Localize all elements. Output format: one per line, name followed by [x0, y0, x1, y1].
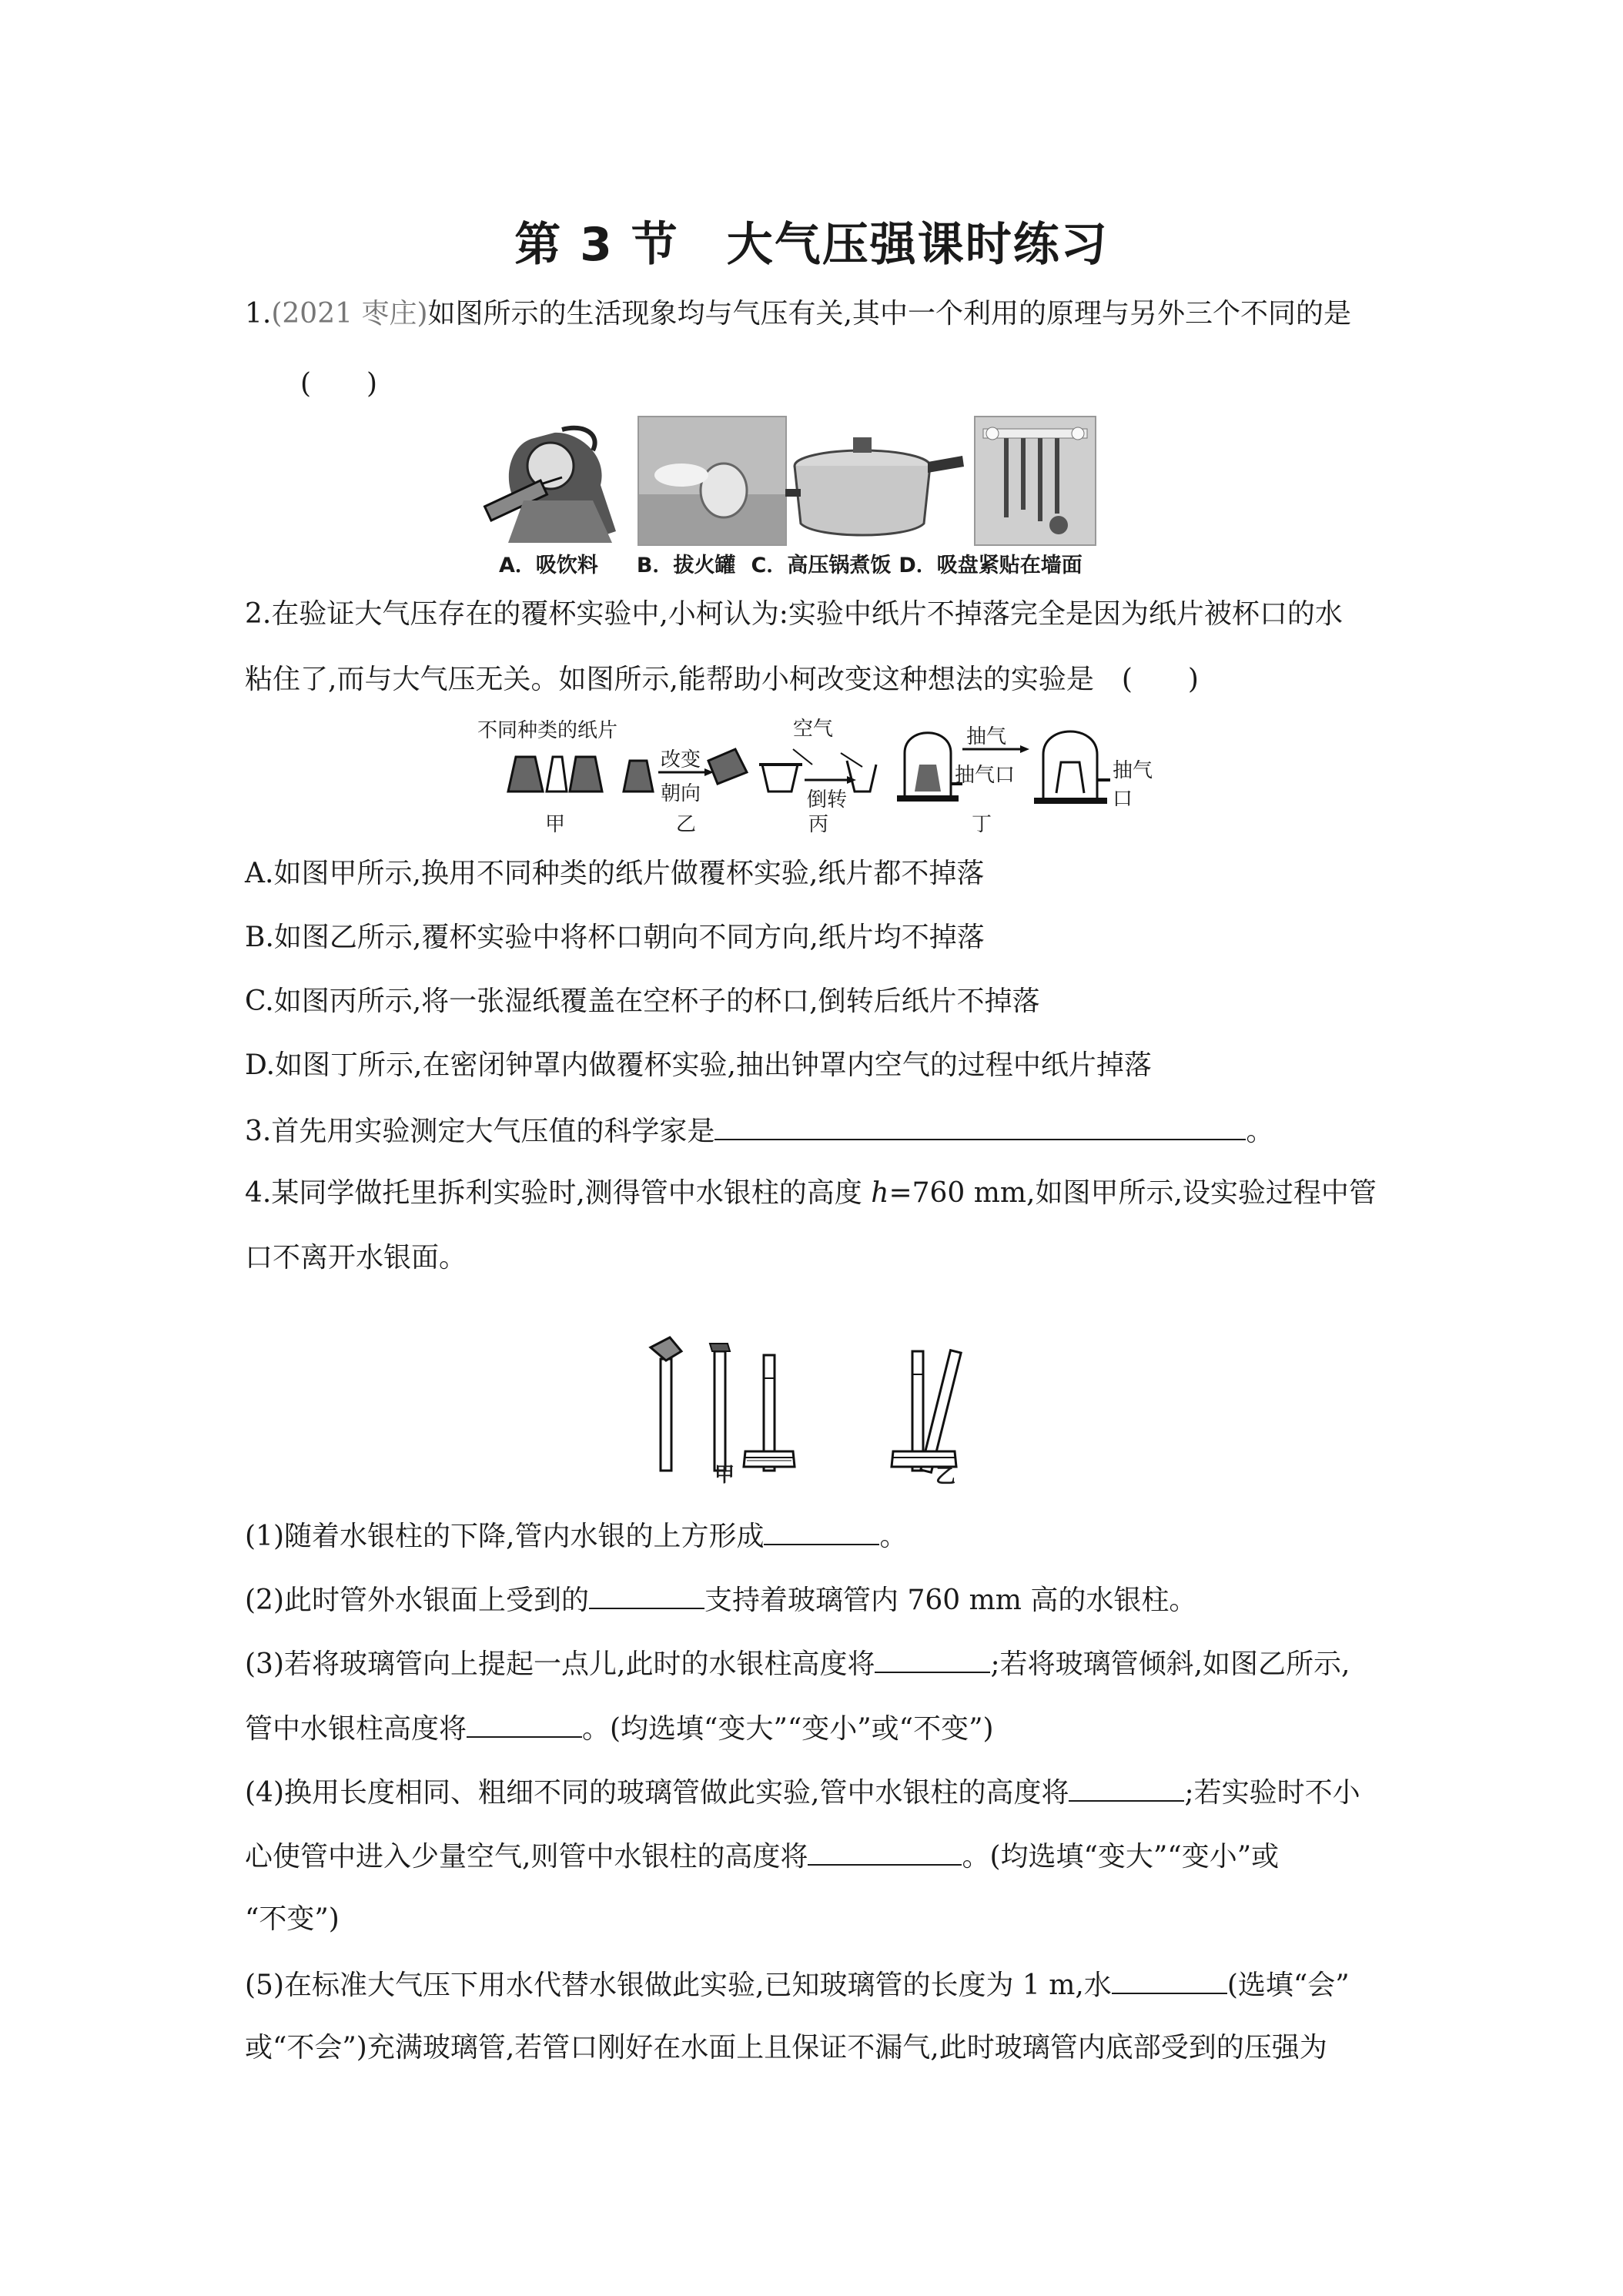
q4-sub3-blank-1[interactable]	[875, 1647, 990, 1673]
q2-option-d: D.如图丁所示,在密闭钟罩内做覆杯实验,抽出钟罩内空气的过程中纸片掉落	[245, 1049, 1152, 1081]
q4-sub5-blank[interactable]	[1112, 1968, 1227, 1994]
pressure-cooker-image	[785, 416, 966, 543]
q1-caption-a: A．吸饮料	[499, 554, 598, 577]
q4-sub5-line2: 或“不会”)充满玻璃管,若管口刚好在水面上且保证不漏气,此时玻璃管内底部受到的压强为	[245, 2032, 1327, 2063]
q4-sub2-blank[interactable]	[589, 1583, 704, 1609]
q4-sub3-line2	[245, 1712, 1392, 1745]
q4-sub4-blank-1[interactable]	[1069, 1776, 1184, 1802]
q4-sub3-text-b: ;若将玻璃管倾斜,如图乙所示,	[990, 1648, 1350, 1680]
q2-option-b: B.如图乙所示,覆杯实验中将杯口朝向不同方向,纸片均不掉落	[245, 922, 985, 953]
q2-figure	[470, 707, 1163, 838]
q4-line1-b: =760 mm,如图甲所示,设实验过程中管	[888, 1177, 1377, 1209]
q2-option-c: C.如图丙所示,将一张湿纸覆盖在空杯子的杯口,倒转后纸片不掉落	[245, 986, 1040, 1017]
q3-blank[interactable]	[714, 1114, 1246, 1140]
q4-line1	[245, 1178, 1392, 1209]
q4-line2: 口不离开水银面。	[245, 1242, 467, 1274]
label-pump: 抽气	[966, 725, 1007, 748]
q4-sub5-text-b: (选填“会”	[1226, 1970, 1350, 2001]
label-jia: 甲	[545, 813, 566, 836]
label-ding: 丁	[972, 813, 992, 836]
q4-sub4-line3: “不变”)	[245, 1903, 340, 1935]
q4-sub3-line1	[245, 1647, 1392, 1680]
label-port-1: 抽气口	[955, 764, 1016, 787]
q4-label-yi: 乙	[935, 1465, 956, 1488]
q4-sub4-text-c: 心使管中进入少量空气,则管中水银柱的高度将	[245, 1841, 808, 1873]
q2-line2: 粘住了,而与大气压无关。如图所示,能帮助小柯改变这种想法的实验是 ( )	[245, 664, 1199, 695]
suction-hooks-image	[974, 416, 1096, 546]
q4-sub3-text-a: (3)若将玻璃管向上提起一点儿,此时的水银柱高度将	[245, 1648, 875, 1680]
q1-caption-c: C．高压锅煮饭	[751, 554, 892, 577]
q4-sub2-text: (2)此时管外水银面上受到的	[245, 1585, 589, 1616]
q2-option-a: A.如图甲所示,换用不同种类的纸片做覆杯实验,纸片都不掉落	[245, 858, 985, 889]
q4-sub1-end: 。	[879, 1521, 908, 1552]
label-yi: 乙	[676, 813, 697, 836]
q4-sub4-text-a: (4)换用长度相同、粗细不同的玻璃管做此实验,管中水银柱的高度将	[245, 1777, 1069, 1809]
q1-answer-bracket: ( )	[300, 368, 378, 400]
girl-drinking-image	[477, 416, 635, 543]
q4-label-jia: 甲	[714, 1464, 735, 1487]
q4-sub5-text-a: (5)在标准大气压下用水代替水银做此实验,已知玻璃管的长度为 1 m,水	[245, 1970, 1112, 2001]
q1-caption-b: B．拔火罐	[636, 554, 736, 577]
q4-sub1-text: (1)随着水银柱的下降,管内水银的上方形成	[245, 1521, 765, 1552]
q3-stem	[245, 1114, 1392, 1147]
q4-sub4-blank-2[interactable]	[808, 1839, 962, 1866]
q2-line1: 2.在验证大气压存在的覆杯实验中,小柯认为:实验中纸片不掉落完全是因为纸片被杯口的水	[245, 598, 1343, 630]
label-paper: 不同种类的纸片	[477, 719, 618, 742]
cupping-image	[637, 416, 787, 546]
q3-end: 。	[1246, 1116, 1274, 1147]
q1-caption-d: D．吸盘紧贴在墙面	[899, 554, 1083, 577]
q4-sub3-blank-2[interactable]	[467, 1712, 582, 1738]
q4-sub3-text-d: 。(均选填“变大”“变小”或“不变”)	[582, 1713, 994, 1745]
q1-number: 1.	[245, 298, 272, 330]
q1-stem	[245, 299, 1392, 330]
q4-sub4-line1	[245, 1776, 1392, 1809]
q4-line1-a: 4.某同学做托里拆利实验时,测得管中水银柱的高度	[245, 1177, 872, 1209]
q1-source: (2021 枣庄)	[271, 298, 428, 330]
q4-figure	[647, 1336, 1009, 1486]
label-bing: 丙	[808, 813, 829, 836]
q4-sub4-text-b: ;若实验时不小	[1184, 1777, 1360, 1809]
q4-h-symbol: h	[871, 1177, 889, 1209]
page-title: 第 3 节 大气压强课时练习	[514, 218, 1109, 272]
q4-sub4-line2	[245, 1839, 1392, 1873]
label-change: 改变	[661, 748, 701, 771]
label-air: 空气	[793, 718, 834, 741]
q4-sub4-text-d: 。(均选填“变大”“变小”或	[962, 1841, 1280, 1873]
q1-text: 如图所示的生活现象均与气压有关,其中一个利用的原理与另外三个不同的是	[427, 298, 1351, 330]
label-flip: 倒转	[807, 788, 848, 812]
q4-sub2	[245, 1583, 1392, 1616]
q4-sub3-text-c: 管中水银柱高度将	[245, 1713, 467, 1745]
q3-text: 3.首先用实验测定大气压值的科学家是	[245, 1116, 715, 1147]
q4-sub1	[245, 1519, 1392, 1552]
q4-sub2-end: 支持着玻璃管内 760 mm 高的水银柱。	[704, 1585, 1197, 1616]
q4-sub1-blank[interactable]	[764, 1519, 879, 1545]
q4-sub5-line1	[245, 1968, 1392, 2001]
label-direction: 朝向	[661, 782, 701, 805]
label-port-2: 抽气口	[1113, 759, 1153, 811]
q1-figure	[477, 416, 1155, 577]
